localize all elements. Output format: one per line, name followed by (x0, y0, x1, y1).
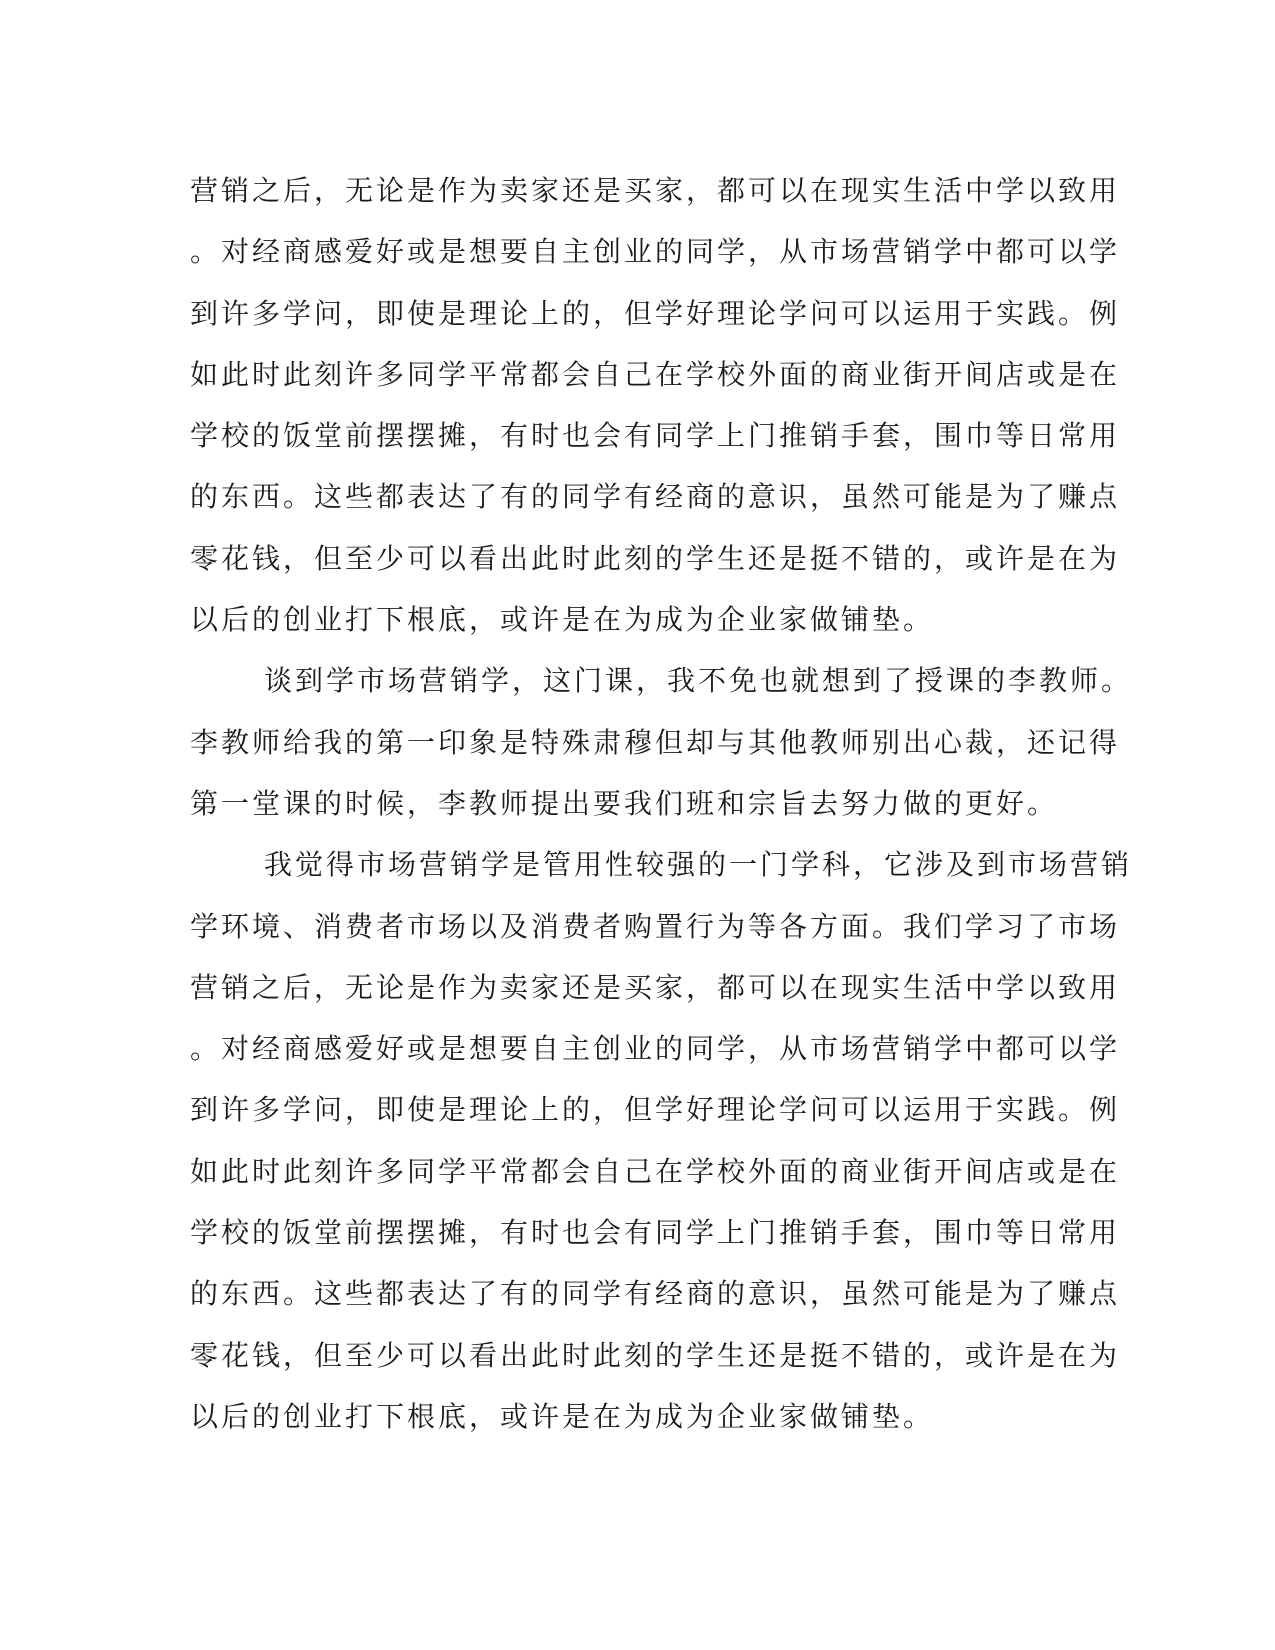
paragraph-first-line: 我觉得市场营销学是管用性较强的一门学科，它涉及到市场营销 (264, 848, 1133, 882)
text-line: 如此时此刻许多同学平常都会自己在学校外面的商业街开间店或是在 (190, 1154, 1121, 1188)
text-line: 零花钱，但至少可以看出此时此刻的学生还是挺不错的，或许是在为 (190, 1338, 1121, 1372)
text-line: 。对经商感爱好或是想要自主创业的同学，从市场营销学中都可以学 (190, 235, 1121, 269)
paragraph-first-line: 谈到学市场营销学，这门课，我不免也就想到了授课的李教师。 (264, 664, 1133, 698)
text-line: 的东西。这些都表达了有的同学有经商的意识，虽然可能是为了赚点 (190, 1277, 1121, 1311)
text-line: 第一堂课的时候，李教师提出要我们班和宗旨去努力做的更好。 (190, 786, 1059, 820)
text-line: 李教师给我的第一印象是特殊肃穆但却与其他教师别出心裁，还记得 (190, 725, 1121, 759)
text-line: 学校的饭堂前摆摆摊，有时也会有同学上门推销手套，围巾等日常用 (190, 1216, 1121, 1250)
text-line: 以后的创业打下根底，或许是在为成为企业家做铺垫。 (190, 1399, 935, 1433)
text-line: 以后的创业打下根底，或许是在为成为企业家做铺垫。 (190, 603, 935, 637)
text-line: 到许多学问，即使是理论上的，但学好理论学问可以运用于实践。例 (190, 296, 1121, 330)
text-line: 到许多学问，即使是理论上的，但学好理论学问可以运用于实践。例 (190, 1093, 1121, 1127)
text-line: 学环境、消费者市场以及消费者购置行为等各方面。我们学习了市场 (190, 909, 1121, 943)
text-line: 的东西。这些都表达了有的同学有经商的意识，虽然可能是为了赚点 (190, 480, 1121, 514)
text-line: 营销之后，无论是作为卖家还是买家，都可以在现实生活中学以致用 (190, 174, 1121, 207)
text-line: 零花钱，但至少可以看出此时此刻的学生还是挺不错的，或许是在为 (190, 541, 1121, 575)
text-line: 营销之后，无论是作为卖家还是买家，都可以在现实生活中学以致用 (190, 970, 1121, 1004)
body-text (190, 160, 1133, 1447)
text-line: 学校的饭堂前摆摆摊，有时也会有同学上门推销手套，围巾等日常用 (190, 419, 1121, 453)
text-line: 。对经商感爱好或是想要自主创业的同学，从市场营销学中都可以学 (190, 1032, 1121, 1066)
text-line: 如此时此刻许多同学平常都会自己在学校外面的商业街开间店或是在 (190, 357, 1121, 391)
